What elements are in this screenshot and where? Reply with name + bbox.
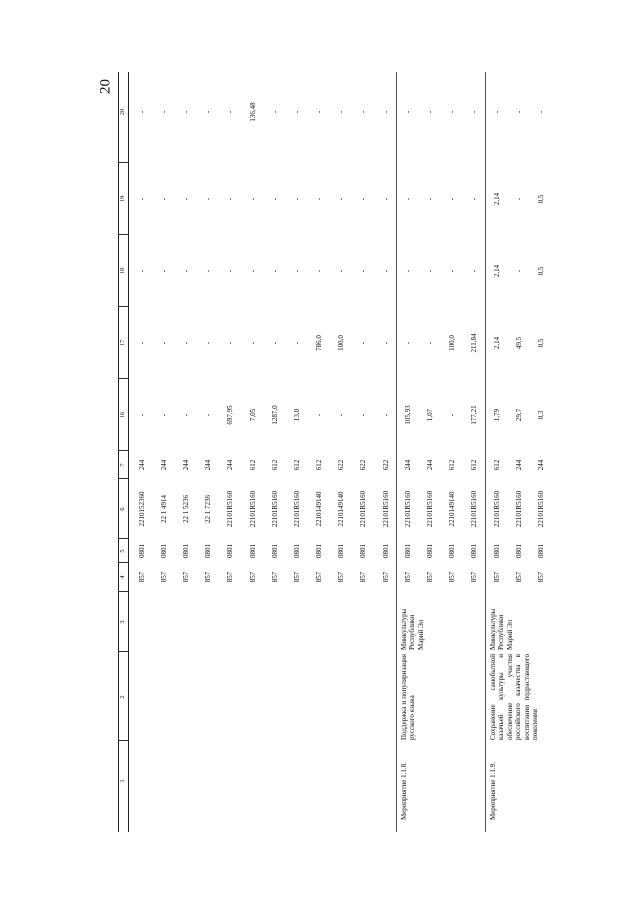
cell-c7: 244 <box>515 459 523 471</box>
cell-c19: - <box>249 197 257 201</box>
cell-c19: - <box>182 197 190 201</box>
column-number-3: 3 <box>119 620 126 624</box>
cell-c18: - <box>515 269 523 273</box>
cell-c16: 1,07 <box>426 408 434 422</box>
cell-c18: - <box>138 269 146 273</box>
cell-c7: 612 <box>271 459 279 471</box>
cell-c6: 22 1 7236 <box>204 495 212 523</box>
cell-c17: - <box>160 341 168 345</box>
header-column-divider <box>118 162 128 163</box>
header-column-divider <box>118 234 128 235</box>
page-number: 20 <box>97 79 114 94</box>
cell-c5: 0801 <box>426 544 434 558</box>
cell-c17: 786,0 <box>315 335 323 351</box>
cell-c18: - <box>426 269 434 273</box>
column-number-4: 4 <box>119 575 126 579</box>
cell-c18: - <box>160 269 168 273</box>
cell-c6: 22101R5160 <box>515 490 523 528</box>
cell-c5: 0801 <box>182 544 190 558</box>
cell-c20: - <box>470 110 478 114</box>
column-number-17: 17 <box>119 339 126 347</box>
cell-c17: - <box>293 341 301 345</box>
cell-c20: - <box>160 110 168 114</box>
cell-c5: 0801 <box>515 544 523 558</box>
cell-c4: 857 <box>337 571 345 583</box>
cell-c16: - <box>448 413 456 417</box>
cell-c7: 612 <box>315 459 323 471</box>
cell-c4: 857 <box>204 571 212 583</box>
cell-c16: 1,79 <box>493 408 501 422</box>
budget-table <box>118 72 543 832</box>
cell-c6: 2210149140 <box>337 491 345 527</box>
cell-c4: 857 <box>249 571 257 583</box>
cell-c5: 0801 <box>382 544 390 558</box>
column-number-20: 20 <box>119 108 126 116</box>
header-bottom-border <box>128 72 129 832</box>
cell-c17: 0,5 <box>537 338 545 348</box>
cell-c19: - <box>315 197 323 201</box>
cell-c6: 22 1 4914 <box>160 495 168 523</box>
cell-c4: 857 <box>359 571 367 583</box>
cell-c19: - <box>138 197 146 201</box>
cell-c6: 22101R5160 <box>537 490 545 528</box>
cell-c17: 2,14 <box>493 336 501 350</box>
cell-c16: - <box>160 413 168 417</box>
cell-c16: - <box>382 413 390 417</box>
cell-c19: 0,5 <box>537 194 545 204</box>
cell-c19: - <box>359 197 367 201</box>
cell-c4: 857 <box>293 571 301 583</box>
cell-c5: 0801 <box>537 544 545 558</box>
column-number-6: 6 <box>119 507 126 511</box>
cell-c5: 0801 <box>138 544 146 558</box>
cell-c19: - <box>204 197 212 201</box>
cell-c16: - <box>315 413 323 417</box>
cell-c7: 244 <box>204 459 212 471</box>
cell-c20: - <box>515 110 523 114</box>
cell-c17: 49,5 <box>515 336 523 350</box>
column-number-1: 1 <box>119 779 126 783</box>
cell-c17: - <box>138 341 146 345</box>
cell-c17: 211,84 <box>470 333 478 353</box>
cell-c20: - <box>182 110 190 114</box>
cell-c17: - <box>404 341 412 345</box>
cell-c6: 22101R5160 <box>470 490 478 528</box>
column-number-5: 5 <box>119 549 126 553</box>
cell-c6: 22 1 5236 <box>182 495 190 523</box>
cell-c18: - <box>382 269 390 273</box>
measure-description: Сохранение самобытной казачьей культуры и обеспечение участия российского казачества в воспитании подрастающего поколения <box>489 654 539 740</box>
cell-c4: 857 <box>404 571 412 583</box>
cell-c6: 22101R5160 <box>249 490 257 528</box>
cell-c19: - <box>470 197 478 201</box>
header-column-divider <box>118 651 128 652</box>
cell-c5: 0801 <box>337 544 345 558</box>
cell-c20: - <box>493 110 501 114</box>
cell-c6: 2210149140 <box>448 491 456 527</box>
cell-c7: 244 <box>160 459 168 471</box>
cell-c17: 100,0 <box>448 335 456 351</box>
cell-c19: - <box>404 197 412 201</box>
column-number-7: 7 <box>119 463 126 467</box>
cell-c5: 0801 <box>448 544 456 558</box>
cell-c7: 612 <box>448 459 456 471</box>
cell-c19: - <box>271 197 279 201</box>
cell-c6: 22101R5160 <box>382 490 390 528</box>
cell-c7: 244 <box>226 459 234 471</box>
cell-c6: 22101R5160 <box>404 490 412 528</box>
cell-c7: 244 <box>182 459 190 471</box>
cell-c20: - <box>138 110 146 114</box>
cell-c17: - <box>226 341 234 345</box>
cell-c18: - <box>448 269 456 273</box>
cell-c16: 7,05 <box>249 408 257 422</box>
column-number-19: 19 <box>119 195 126 203</box>
cell-c20: - <box>337 110 345 114</box>
cell-c4: 857 <box>315 571 323 583</box>
cell-c20: - <box>315 110 323 114</box>
cell-c16: 1287,0 <box>271 405 279 425</box>
cell-c19: - <box>515 197 523 201</box>
cell-c4: 857 <box>493 571 501 583</box>
cell-c4: 857 <box>448 571 456 583</box>
header-column-divider <box>118 478 128 479</box>
cell-c18: - <box>359 269 367 273</box>
cell-c20: - <box>226 110 234 114</box>
cell-c4: 857 <box>470 571 478 583</box>
cell-c19: - <box>293 197 301 201</box>
measure-name: Мероприятие 1.1.9. <box>489 762 497 820</box>
cell-c16: - <box>138 413 146 417</box>
cell-c6: 22101R5160 <box>293 490 301 528</box>
cell-c16: 13,0 <box>293 408 301 422</box>
cell-c4: 857 <box>382 571 390 583</box>
cell-c17: - <box>204 341 212 345</box>
cell-c19: - <box>426 197 434 201</box>
executor-name: Минкультуры Республики Марий Эл <box>489 608 514 650</box>
cell-c5: 0801 <box>315 544 323 558</box>
cell-c18: - <box>293 269 301 273</box>
cell-c19: 2,14 <box>493 192 501 206</box>
cell-c5: 0801 <box>404 544 412 558</box>
cell-c20: 136,48 <box>249 102 257 122</box>
cell-c18: - <box>249 269 257 273</box>
cell-c17: - <box>249 341 257 345</box>
cell-c18: - <box>226 269 234 273</box>
cell-c20: - <box>537 110 545 114</box>
cell-c4: 857 <box>182 571 190 583</box>
cell-c19: - <box>448 197 456 201</box>
cell-c4: 857 <box>271 571 279 583</box>
cell-c5: 0801 <box>204 544 212 558</box>
cell-c7: 244 <box>537 459 545 471</box>
cell-c16: - <box>204 413 212 417</box>
cell-c4: 857 <box>426 571 434 583</box>
cell-c19: - <box>337 197 345 201</box>
cell-c7: 612 <box>470 459 478 471</box>
header-column-divider <box>118 740 128 741</box>
cell-c7: 622 <box>382 459 390 471</box>
cell-c16: 177,21 <box>470 405 478 425</box>
header-column-divider <box>118 591 128 592</box>
cell-c16: 29,7 <box>515 408 523 422</box>
cell-c4: 857 <box>138 571 146 583</box>
cell-c6: 22101R5160 <box>271 490 279 528</box>
group-separator <box>396 72 397 832</box>
cell-c20: - <box>448 110 456 114</box>
cell-c7: 612 <box>493 459 501 471</box>
cell-c19: - <box>160 197 168 201</box>
cell-c17: - <box>382 341 390 345</box>
measure-name: Мероприятие 1.1.8. <box>400 762 408 820</box>
cell-c7: 622 <box>337 459 345 471</box>
cell-c16: - <box>337 413 345 417</box>
cell-c6: 22101R5160 <box>226 490 234 528</box>
header-column-divider <box>118 562 128 563</box>
cell-c4: 857 <box>515 571 523 583</box>
cell-c4: 857 <box>160 571 168 583</box>
cell-c17: - <box>182 341 190 345</box>
cell-c18: - <box>204 269 212 273</box>
cell-c17: 100,0 <box>337 335 345 351</box>
measure-description: Поддержка и популяризация русского языка <box>400 654 417 740</box>
executor-name: Минкультуры Республики Марий Эл <box>400 608 425 650</box>
cell-c5: 0801 <box>160 544 168 558</box>
cell-c5: 0801 <box>470 544 478 558</box>
cell-c5: 0801 <box>293 544 301 558</box>
cell-c20: - <box>404 110 412 114</box>
cell-c20: - <box>271 110 279 114</box>
cell-c6: 22101R5160 <box>493 490 501 528</box>
header-column-divider <box>118 450 128 451</box>
cell-c18: 0,5 <box>537 266 545 276</box>
group-separator <box>485 72 486 832</box>
cell-c19: - <box>226 197 234 201</box>
cell-c16: 697,95 <box>226 405 234 425</box>
cell-c5: 0801 <box>226 544 234 558</box>
cell-c20: - <box>204 110 212 114</box>
cell-c20: - <box>293 110 301 114</box>
cell-c18: - <box>182 269 190 273</box>
cell-c16: - <box>359 413 367 417</box>
cell-c7: 622 <box>359 459 367 471</box>
header-column-divider <box>118 378 128 379</box>
cell-c16: 0,3 <box>537 410 545 420</box>
cell-c17: - <box>271 341 279 345</box>
cell-c18: - <box>315 269 323 273</box>
column-number-16: 16 <box>119 411 126 419</box>
column-number-2: 2 <box>119 695 126 699</box>
cell-c17: - <box>426 341 434 345</box>
cell-c18: - <box>337 269 345 273</box>
cell-c5: 0801 <box>493 544 501 558</box>
cell-c20: - <box>359 110 367 114</box>
cell-c18: 2,14 <box>493 264 501 278</box>
header-column-divider <box>118 538 128 539</box>
column-number-18: 18 <box>119 267 126 275</box>
cell-c7: 244 <box>426 459 434 471</box>
cell-c18: - <box>271 269 279 273</box>
cell-c7: 612 <box>293 459 301 471</box>
cell-c5: 0801 <box>249 544 257 558</box>
cell-c6: 22101R5160 <box>359 490 367 528</box>
cell-c19: - <box>382 197 390 201</box>
cell-c4: 857 <box>537 571 545 583</box>
cell-c20: - <box>382 110 390 114</box>
cell-c7: 244 <box>404 459 412 471</box>
cell-c5: 0801 <box>359 544 367 558</box>
cell-c18: - <box>404 269 412 273</box>
cell-c17: - <box>359 341 367 345</box>
cell-c4: 857 <box>226 571 234 583</box>
cell-c16: 105,93 <box>404 405 412 425</box>
cell-c6: 22101R5160 <box>426 490 434 528</box>
cell-c20: - <box>426 110 434 114</box>
cell-c6: 2210149140 <box>315 491 323 527</box>
header-column-divider <box>118 306 128 307</box>
cell-c16: - <box>182 413 190 417</box>
cell-c7: 612 <box>249 459 257 471</box>
cell-c7: 244 <box>138 459 146 471</box>
cell-c18: - <box>470 269 478 273</box>
cell-c6: 2210152360 <box>138 491 146 527</box>
cell-c5: 0801 <box>271 544 279 558</box>
